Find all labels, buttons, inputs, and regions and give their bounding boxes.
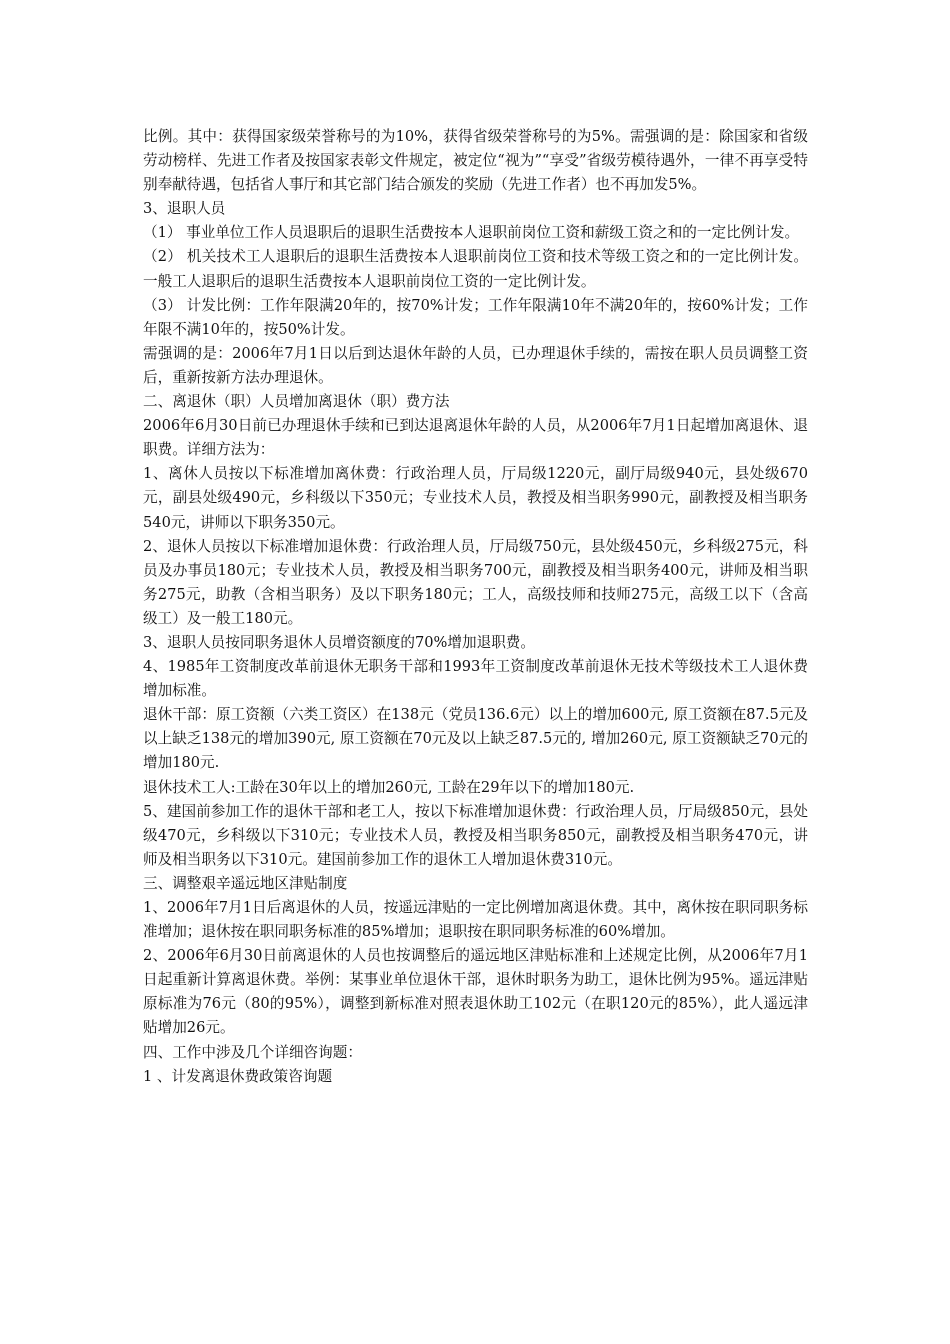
paragraph: （2） 机关技术工人退职后的退职生活费按本人退职前岗位工资和技术等级工资之和的一定比例计发。一般工人退职后的退职生活费按本人退职前岗位工资的一定比例计发。 (143, 248, 808, 290)
paragraph: （1） 事业单位工作人员退职后的退职生活费按本人退职前岗位工资和薪级工资之和的一定比例计发。 (143, 224, 800, 242)
section-heading: 四、工作中涉及几个详细咨询题： (143, 1043, 362, 1061)
paragraph: 1、2006年7月1日后离退休的人员，按遥远津贴的一定比例增加离退休费。其中，离休按在职同职务标准增加；退休按在职同职务标准的85%增加；退职按在职同职务标准的60%增加。 (143, 899, 808, 941)
section-heading: 二、离退休（职）人员增加离退休（职）费方法 (143, 393, 450, 411)
paragraph: 3、退职人员按同职务退休人员增资额度的70%增加退职费。 (143, 633, 535, 651)
section-heading: 三、调整艰辛遥远地区津贴制度 (143, 874, 348, 892)
paragraph: 退休干部：原工资额（六类工资区）在138元（党员136.6元）以上的增加600元, 原工资额在87.5元及以上缺乏138元的增加390元, 原工资额在70元及以上缺乏87.5元的, 增加260元, 原工资额缺乏70元的增加180元. (143, 706, 808, 772)
paragraph: 比例。其中：获得国家级荣誉称号的为10%，获得省级荣誉称号的为5%。需强调的是：除国家和省级劳动榜样、先进工作者及按国家表彰文件规定，被定位“视为”“享受”省级劳模待遇外，一律不再享受特别奉献待遇，包括省人事厅和其它部门结合颁发的奖励（先进工作者）也不再加发5%。 (143, 128, 808, 194)
paragraph: 4、1985年工资制度改革前退休无职务干部和1993年工资制度改革前退休无技术等级技术工人退休费增加标准。 (143, 658, 808, 700)
paragraph: 退休技术工人:工龄在30年以上的增加260元, 工龄在29年以下的增加180元. (143, 778, 635, 796)
section-heading: 3、退职人员 (143, 200, 226, 218)
paragraph: 1 、计发离退休费政策咨询题 (143, 1067, 333, 1085)
paragraph: 2、2006年6月30日前离退休的人员也按调整后的遥远地区津贴标准和上述规定比例，从2006年7月1日起重新计算离退休费。举例：某事业单位退休干部，退休时职务为助工，退休比例为95%。遥远津贴原标准为76元（80的95%），调整到新标准对照表退休助工102元（在职120元的85%），此人遥远津贴增加26元。 (143, 947, 808, 1037)
paragraph: （3） 计发比例：工作年限满20年的，按70%计发；工作年限满10年不满20年的，按60%计发；工作年限不满10年的，按50%计发。 (143, 296, 808, 338)
paragraph: 2006年6月30日前已办理退休手续和已到达退离退休年龄的人员，从2006年7月1日起增加离退休、退职费。详细方法为： (143, 417, 808, 459)
paragraph: 需强调的是：2006年7月1日以后到达退休年龄的人员，已办理退休手续的，需按在职人员员调整工资后，重新按新方法办理退休。 (143, 344, 808, 386)
paragraph: 2、退休人员按以下标准增加退休费：行政治理人员，厅局级750元，县处级450元，乡科级275元，科员及办事员180元；专业技术人员，教授及相当职务700元，副教授及相当职务400元，讲师及相当职务275元，助教（含相当职务）及以下职务180元；工人，高级技师和技师275元，高级工以下（含高级工）及一般工180元。 (143, 537, 808, 627)
document-body (143, 125, 808, 1089)
paragraph: 1、离休人员按以下标准增加离休费：行政治理人员，厅局级1220元，副厅局级940元，县处级670元，副县处级490元，乡科级以下350元；专业技术人员，教授及相当职务990元，副教授及相当职务540元，讲师以下职务350元。 (143, 465, 808, 531)
paragraph: 5、建国前参加工作的退休干部和老工人，按以下标准增加退休费：行政治理人员，厅局级850元，县处级470元，乡科级以下310元；专业技术人员，教授及相当职务850元，副教授及相当职务470元，讲师及相当职务以下310元。建国前参加工作的退休工人增加退休费310元。 (143, 802, 808, 868)
